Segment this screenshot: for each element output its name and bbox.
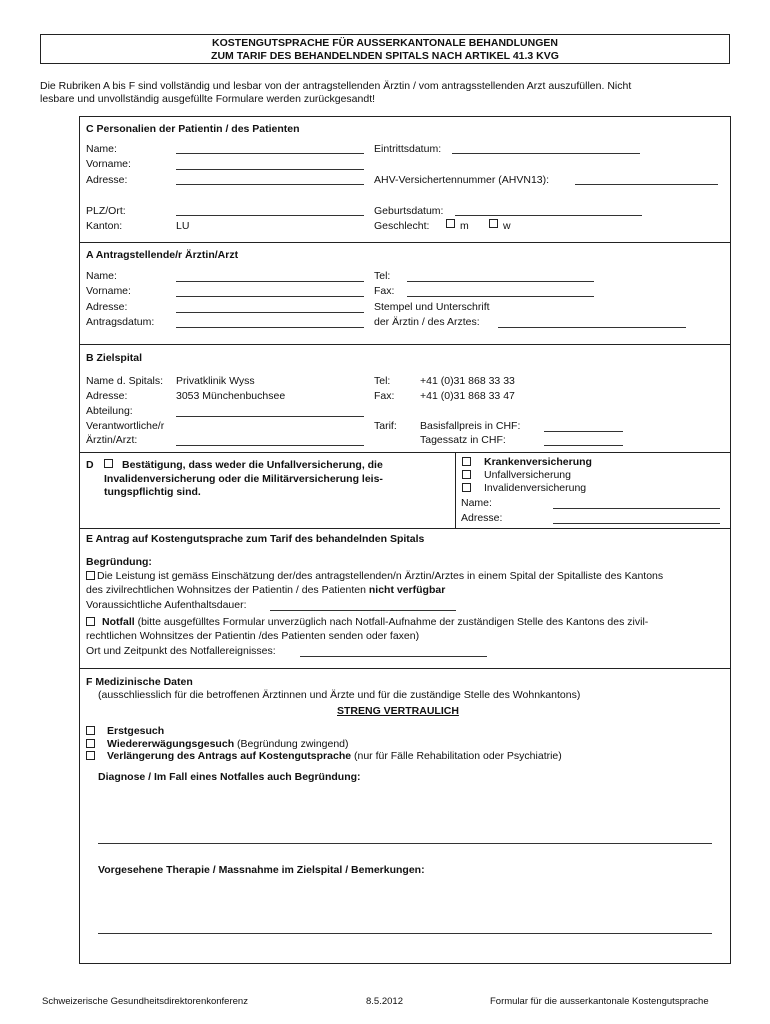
- form-title: [40, 34, 730, 64]
- f-wieder-rest: (Begründung zwingend): [234, 738, 349, 750]
- f-diagnose-label: Diagnose / Im Fall eines Notfalles auch Begründung:: [98, 771, 361, 783]
- d-kranken-checkbox[interactable]: [462, 457, 471, 466]
- b-tarif-label: Tarif:: [374, 420, 397, 432]
- d-invaliden-checkbox[interactable]: [462, 483, 471, 492]
- e-nicht-verfuegbar: nicht verfügbar: [368, 584, 446, 596]
- d-adresse-label: Adresse:: [461, 512, 503, 524]
- d-unfall-label: Unfallversicherung: [484, 469, 571, 481]
- section-e-heading: E Antrag auf Kostengutsprache zum Tarif des behandelnden Spitals: [86, 533, 425, 545]
- a-vorname-label: Vorname:: [86, 285, 131, 297]
- f-streng-vertraulich: STRENG VERTRAULICH: [337, 705, 459, 717]
- b-fax-label: Fax:: [374, 390, 395, 402]
- a-datum-label: Antragsdatum:: [86, 316, 155, 328]
- c-kanton-label: Kanton:: [86, 220, 123, 232]
- e-aufenthalt-line[interactable]: [270, 610, 456, 611]
- a-stempel-label: Stempel und Unterschrift: [374, 301, 490, 313]
- c-vorname-label: Vorname:: [86, 158, 131, 170]
- c-ahv-label: AHV-Versichertennummer (AHVN13):: [374, 174, 550, 186]
- c-gender-m-checkbox[interactable]: [446, 219, 455, 228]
- a-fax-label: Fax:: [374, 285, 395, 297]
- section-f-heading: F Medizinische Daten: [86, 676, 193, 688]
- b-verantw-label2: Ärztin/Arzt:: [86, 434, 138, 446]
- a-adresse-label: Adresse:: [86, 301, 128, 313]
- d-invaliden-label: Invalidenversicherung: [484, 482, 587, 494]
- b-arzt-line[interactable]: [176, 445, 364, 446]
- b-basis-label: Basisfallpreis in CHF:: [420, 420, 521, 432]
- a-tel-label: Tel:: [374, 270, 391, 282]
- f-therapie-label: Vorgesehene Therapie / Massnahme im Zielspital / Bemerkungen:: [98, 864, 425, 876]
- c-vorname-line[interactable]: [176, 169, 364, 170]
- d-name-label: Name:: [461, 497, 492, 509]
- e-leistung-line2: [86, 584, 445, 596]
- e-notfall-bold: Notfall: [102, 616, 135, 628]
- d-text1: Bestätigung, dass weder die Unfallversicherung, die: [122, 459, 383, 471]
- c-adresse-line[interactable]: [176, 184, 364, 185]
- b-adresse-label: Adresse:: [86, 390, 128, 402]
- b-tel-label: Tel:: [374, 375, 391, 387]
- b-spital-label: Name d. Spitals:: [86, 375, 164, 387]
- c-adresse-label: Adresse:: [86, 174, 128, 186]
- f-therapie-line[interactable]: [98, 933, 712, 934]
- b-basis-line[interactable]: [544, 431, 623, 432]
- d-text3: tungspflichtig sind.: [104, 486, 201, 498]
- d-unfall-checkbox[interactable]: [462, 470, 471, 479]
- e-begruendung-label: Begründung:: [86, 556, 152, 568]
- e-leistung-line1: Die Leistung ist gemäss Einschätzung der/des antragstellenden/n Ärztin/Arztes in einem Spital der Spitalliste des Kantons: [97, 570, 664, 582]
- b-verantw-label1: Verantwortliche/r: [86, 420, 165, 432]
- e-leistung-line2a: des zivilrechtlichen Wohnsitzes der Patientin / des Patienten: [86, 584, 369, 596]
- c-eintritt-line[interactable]: [452, 153, 640, 154]
- c-gender-w-checkbox[interactable]: [489, 219, 498, 228]
- d-letter: D: [86, 459, 94, 471]
- c-plz-label: PLZ/Ort:: [86, 205, 126, 217]
- intro-line2: lesbare und unvollständig ausgefüllte Formulare werden zurückgesandt!: [40, 93, 376, 105]
- divider-c-a: [79, 242, 731, 243]
- f-verl-bold: Verlängerung des Antrags auf Kostengutsprache: [107, 750, 352, 762]
- c-geburt-line[interactable]: [455, 215, 642, 216]
- d-name-line[interactable]: [553, 508, 720, 509]
- form-title-line2: ZUM TARIF DES BEHANDELNDEN SPITALS NACH ARTIKEL 41.3 KVG: [211, 50, 559, 62]
- e-ort-zeit-label: Ort und Zeitpunkt des Notfallereignisses:: [86, 645, 276, 657]
- c-eintritt-label: Eintrittsdatum:: [374, 143, 442, 155]
- b-fax-value: +41 (0)31 868 33 47: [420, 390, 515, 402]
- e-notfall-line2: rechtlichen Wohnsitzes der Patientin /des Patienten senden oder faxen): [86, 630, 420, 642]
- footer-left: Schweizerische Gesundheitsdirektorenkonferenz: [42, 996, 248, 1007]
- a-name-label: Name:: [86, 270, 117, 282]
- d-vertical-divider: [455, 452, 456, 528]
- c-name-line[interactable]: [176, 153, 364, 154]
- f-subheading: (ausschliesslich für die betroffenen Ärztinnen und Ärzte und für die zuständige Stelle des Wohnkantons): [98, 689, 581, 701]
- d-adresse-line[interactable]: [553, 523, 720, 524]
- divider-e-f: [79, 668, 731, 669]
- c-plz-line[interactable]: [176, 215, 364, 216]
- e-ort-zeit-line[interactable]: [300, 656, 487, 657]
- a-signature-line[interactable]: [498, 327, 686, 328]
- b-abteilung-label: Abteilung:: [86, 405, 133, 417]
- c-kanton-value: LU: [176, 220, 190, 232]
- b-spital-value: Privatklinik Wyss: [176, 375, 255, 387]
- c-w-label: w: [503, 220, 511, 232]
- f-erstgesuch-label: Erstgesuch: [107, 725, 165, 737]
- a-fax-line[interactable]: [407, 296, 594, 297]
- a-arzt-label: der Ärztin / des Arztes:: [374, 316, 480, 328]
- e-leistung-checkbox[interactable]: [86, 571, 95, 580]
- a-vorname-line[interactable]: [176, 296, 364, 297]
- f-verl-checkbox[interactable]: [86, 751, 95, 760]
- f-diagnose-line[interactable]: [98, 843, 712, 844]
- a-tel-line[interactable]: [407, 281, 594, 282]
- f-verl-rest: (nur für Fälle Rehabilitation oder Psychiatrie): [351, 750, 562, 762]
- b-tages-line[interactable]: [544, 445, 623, 446]
- b-tel-value: +41 (0)31 868 33 33: [420, 375, 515, 387]
- e-notfall-checkbox[interactable]: [86, 617, 95, 626]
- f-wieder-checkbox[interactable]: [86, 739, 95, 748]
- section-c-heading: C Personalien der Patientin / des Patienten: [86, 123, 300, 135]
- footer-right: Formular für die ausserkantonale Kostengutsprache: [490, 996, 709, 1007]
- f-wieder-bold: Wiedererwägungsgesuch: [107, 738, 235, 750]
- a-name-line[interactable]: [176, 281, 364, 282]
- f-verl-label: [107, 750, 562, 762]
- a-adresse-line[interactable]: [176, 312, 364, 313]
- section-a-heading: A Antragstellende/r Ärztin/Arzt: [86, 249, 239, 261]
- form-title-line1: KOSTENGUTSPRACHE FÜR AUSSERKANTONALE BEHANDLUNGEN: [212, 37, 558, 49]
- intro-line1: Die Rubriken A bis F sind vollständig und lesbar von der antragstellenden Ärztin / vom antragsstellenden Arzt auszufüllen. Nicht: [40, 80, 632, 92]
- c-geschlecht-label: Geschlecht:: [374, 220, 430, 232]
- d-kranken-label: Krankenversicherung: [484, 456, 592, 468]
- divider-a-b: [79, 344, 731, 345]
- c-geburt-label: Geburtsdatum:: [374, 205, 444, 217]
- e-notfall-text: (bitte ausgefülltes Formular unverzüglich nach Notfall-Aufnahme der zuständigen Stelle des Kantons des zivil-: [134, 616, 649, 628]
- section-b-heading: B Zielspital: [86, 352, 143, 364]
- e-notfall-line1: [102, 616, 648, 628]
- b-tages-label: Tagessatz in CHF:: [420, 434, 506, 446]
- f-wieder-label: [107, 738, 349, 750]
- c-ahv-line[interactable]: [575, 184, 718, 185]
- footer-date: 8.5.2012: [366, 996, 403, 1007]
- divider-b-d: [79, 452, 731, 453]
- b-abteilung-line[interactable]: [176, 416, 364, 417]
- e-aufenthalt-label: Voraussichtliche Aufenthaltsdauer:: [86, 599, 247, 611]
- divider-d-e: [79, 528, 731, 529]
- d-confirm-checkbox[interactable]: [104, 459, 113, 468]
- a-datum-line[interactable]: [176, 327, 364, 328]
- c-name-label: Name:: [86, 143, 117, 155]
- f-erstgesuch-checkbox[interactable]: [86, 726, 95, 735]
- c-m-label: m: [460, 220, 469, 232]
- d-text2: Invalidenversicherung oder die Militärversicherung leis-: [104, 473, 383, 485]
- b-adresse-value: 3053 Münchenbuchsee: [176, 390, 286, 402]
